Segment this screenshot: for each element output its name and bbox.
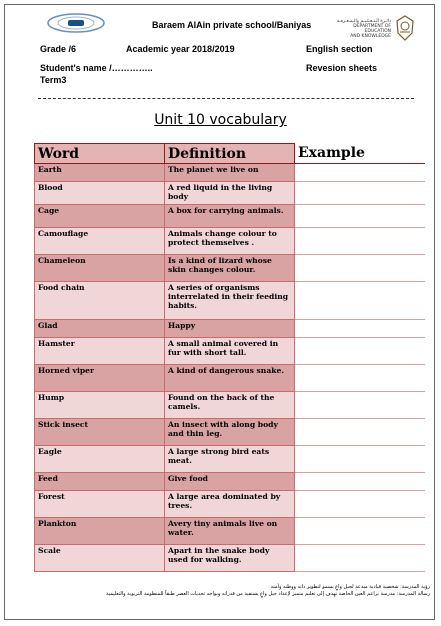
emblem-icon <box>394 15 416 41</box>
table-row <box>35 473 426 491</box>
example-cell[interactable] <box>295 205 426 228</box>
word-cell: Eagle <box>35 446 165 473</box>
definition-cell: Avery tiny animals live on water. <box>165 518 295 545</box>
separator-line <box>38 98 414 99</box>
word-cell: Horned viper <box>35 365 165 392</box>
example-cell[interactable] <box>295 473 426 491</box>
definition-cell: A large area dominated by trees. <box>165 491 295 518</box>
column-header-definition: Definition <box>165 144 295 164</box>
example-cell[interactable] <box>295 419 426 446</box>
table-row <box>35 228 426 255</box>
term-label: Term3 <box>40 75 67 85</box>
department-text-line2: AND KNOWLEDGE <box>350 34 391 39</box>
definition-cell: A kind of dangerous snake. <box>165 365 295 392</box>
definition-cell: Apart in the snake body used for walking. <box>165 545 295 572</box>
column-header-example: Example <box>295 144 426 164</box>
school-name: Baraem AlAin private school/Baniyas <box>152 20 312 30</box>
word-cell: Hump <box>35 392 165 419</box>
word-cell: Glad <box>35 320 165 338</box>
table-row <box>35 419 426 446</box>
definition-cell: A red liquid in the living body <box>165 182 295 205</box>
word-cell: Hamster <box>35 338 165 365</box>
example-cell[interactable] <box>295 320 426 338</box>
definition-cell: Is a kind of lizard whose skin changes colour. <box>165 255 295 282</box>
definition-cell: Animals change colour to protect themselves . <box>165 228 295 255</box>
word-cell: Forest <box>35 491 165 518</box>
department-text <box>335 19 391 39</box>
example-cell[interactable] <box>295 164 426 182</box>
table-row <box>35 282 426 320</box>
table-row <box>35 545 426 572</box>
definition-cell: A box for carrying animals. <box>165 205 295 228</box>
table-row <box>35 518 426 545</box>
word-cell: Chameleon <box>35 255 165 282</box>
unit-title-text: Unit 10 vocabulary <box>154 112 287 128</box>
example-cell[interactable] <box>295 491 426 518</box>
word-cell: Scale <box>35 545 165 572</box>
table-row <box>35 320 426 338</box>
mission-line: رسالة المدرسة: مدرسة براعم العين الخاصة تهدف إلى تعليم متميز لإعداد جيل واعٍ يستفيد من قدراته ويواجه تحديات العصر طبقاً للمنظومة التربوية والتعليمية <box>106 591 430 597</box>
example-cell[interactable] <box>295 518 426 545</box>
word-cell: Stick insect <box>35 419 165 446</box>
table-row <box>35 491 426 518</box>
word-cell: Blood <box>35 182 165 205</box>
table-row <box>35 446 426 473</box>
word-cell: Food chain <box>35 282 165 320</box>
school-logo <box>46 12 106 34</box>
column-header-word: Word <box>35 144 165 164</box>
department-text-line1: DEPARTMENT OF EDUCATION <box>353 24 391 34</box>
example-cell[interactable] <box>295 282 426 320</box>
unit-title <box>0 112 441 128</box>
example-cell[interactable] <box>295 545 426 572</box>
school-vision <box>8 584 430 598</box>
word-cell: Cage <box>35 205 165 228</box>
definition-cell: An insect with along body and thin leg. <box>165 419 295 446</box>
sheet-type: Revesion sheets <box>306 63 378 73</box>
example-cell[interactable] <box>295 228 426 255</box>
word-cell: Camouflage <box>35 228 165 255</box>
table-row <box>35 338 426 365</box>
department-text-arabic: دائـرة الـتـعـلـيـم والـمـعـرفـة <box>337 19 391 24</box>
example-cell[interactable] <box>295 255 426 282</box>
example-cell[interactable] <box>295 338 426 365</box>
definition-cell: A small animal covered in fur with short tall. <box>165 338 295 365</box>
student-name-field: Student's name /………….. <box>40 63 153 73</box>
academic-year: Academic year 2018/2019 <box>126 44 235 54</box>
table-header-row <box>35 144 426 164</box>
table-row <box>35 164 426 182</box>
definition-cell: The planet we live on <box>165 164 295 182</box>
grade-label: Grade /6 <box>40 44 77 54</box>
table-row <box>35 365 426 392</box>
definition-cell: Give food <box>165 473 295 491</box>
table-row <box>35 392 426 419</box>
definition-cell: A large strong bird eats meat. <box>165 446 295 473</box>
table-body <box>35 164 426 572</box>
word-cell: Earth <box>35 164 165 182</box>
definition-cell: A series of organisms interrelated in their feeding habits. <box>165 282 295 320</box>
section-label: English section <box>306 44 373 54</box>
example-cell[interactable] <box>295 392 426 419</box>
definition-cell: Found on the back of the camels. <box>165 392 295 419</box>
table-row <box>35 182 426 205</box>
example-cell[interactable] <box>295 182 426 205</box>
example-cell[interactable] <box>295 365 426 392</box>
vocabulary-table <box>34 143 425 572</box>
table-row <box>35 255 426 282</box>
table-row <box>35 205 426 228</box>
definition-cell: Happy <box>165 320 295 338</box>
example-cell[interactable] <box>295 446 426 473</box>
word-cell: Plankton <box>35 518 165 545</box>
vision-line: رؤية المدرسة: شخصية قيادية مبدعة لجيل واعٍ يسمو لتطوير ذاته ووطنه وأمته <box>270 584 430 590</box>
word-cell: Feed <box>35 473 165 491</box>
